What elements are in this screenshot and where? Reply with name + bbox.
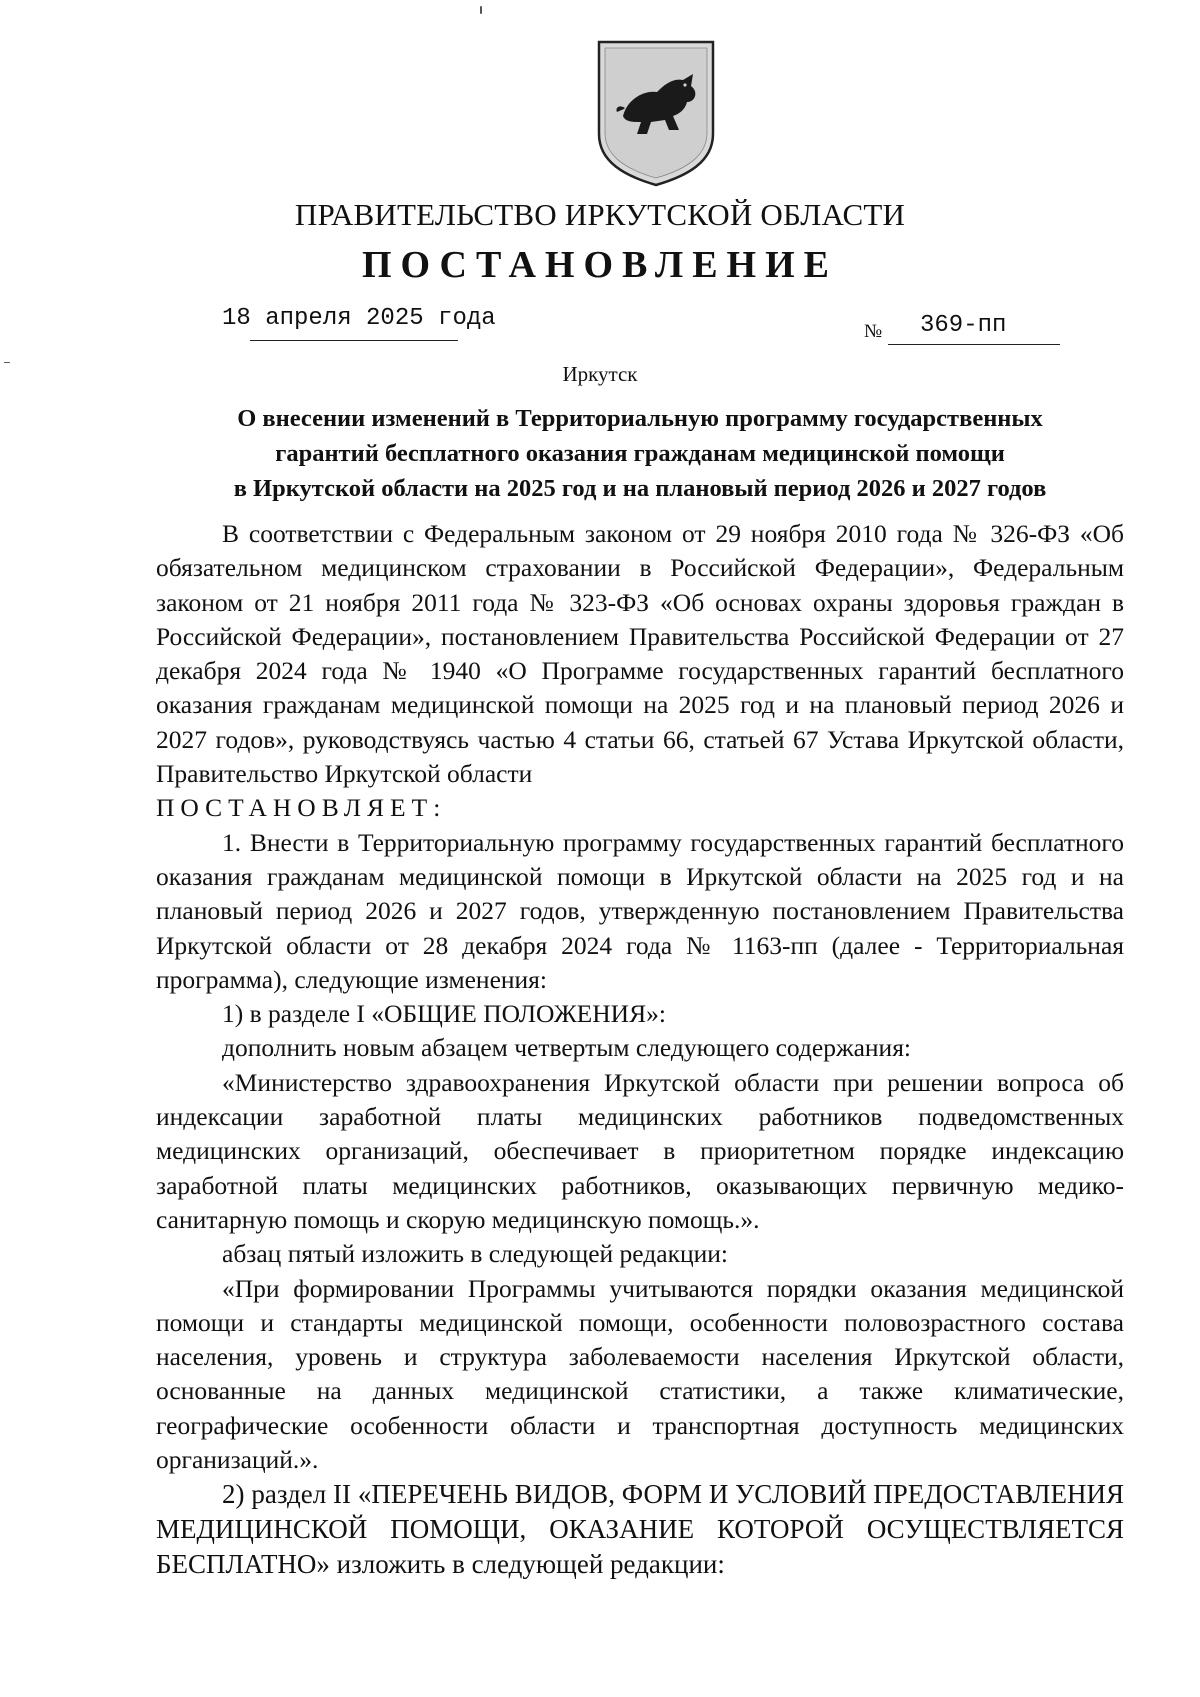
subitem-1-paragraph: 1) в разделе I «ОБЩИЕ ПОЛОЖЕНИЯ»:	[222, 999, 666, 1029]
subitem-1-addition-paragraph: дополнить новым абзацем четвертым следующего содержания:	[222, 1033, 912, 1063]
coat-of-arms-emblem	[595, 38, 717, 188]
subitem-1-quote-paragraph: «Министерство здравоохранения Иркутской области при решении вопроса об индексации заработной платы медицинских работников подведомственных медицинских организаций, обеспечивает в приоритетном порядке индексацию заработной платы медицинских работников, оказывающих первичную медико-санитарную помощь и скорую медицинскую помощь.».	[156, 1067, 1124, 1234]
decree-word: ПОСТАНОВЛЯЕТ:	[156, 793, 447, 823]
title-line-1: О внесении изменений в Территориальную программу государственных	[237, 405, 1043, 432]
number-sign: №	[864, 321, 883, 342]
preamble-paragraph: В соответствии с Федеральным законом от 29 ноября 2010 года № 326-ФЗ «Об обязательном медицинском страховании в Российской Федерации», Федеральным законом от 21 ноября 2011 года № 323-ФЗ «Об основах охраны здоровья граждан в Российской Федерации», постановлением Правительства Российской Федерации от 27 декабря 2024 года № 1940 «О Программе государственных гарантий бесплатного оказания гражданам медицинской помощи на 2025 год и на плановый период 2026 и 2027 годов», руководствуясь частью 4 статьи 66, статьей 67 Устава Иркутской области, Правительство Иркутской области	[156, 519, 1124, 789]
government-name: ПРАВИТЕЛЬСТВО ИРКУТСКОЙ ОБЛАСТИ	[294, 197, 906, 232]
subitem-1-revision-paragraph: абзац пятый изложить в следующей редакции:	[222, 1239, 728, 1269]
document-title	[150, 401, 1130, 506]
document-number: 369-пп	[920, 312, 1007, 339]
item-1-paragraph: 1. Внести в Территориальную программу государственных гарантий бесплатного оказания гражданам медицинской помощи в Иркутской области на 2025 год и на плановый период 2026 и 2027 годов, утвержденную постановлением Правительства Иркутской области от 28 декабря 2024 года № 1163-пп (далее - Территориальная программа), следующие изменения:	[156, 827, 1124, 994]
title-line-3: в Иркутской области на 2025 год и на плановый период 2026 и 2027 годов	[233, 475, 1047, 502]
city-name: Иркутск	[562, 362, 638, 386]
document-kind-heading: ПОСТАНОВЛЕНИЕ	[361, 244, 839, 286]
subitem-1-quote2-paragraph: «При формировании Программы учитываются порядки оказания медицинской помощи и стандарты медицинской помощи, особенности половозрастного состава населения, уровень и структура заболеваемости населения Иркутской области, основанные на данных медицинской статистики, а также климатические, географические особенности области и транспортная доступность медицинских организаций.».	[156, 1273, 1124, 1475]
document-body	[156, 517, 1124, 1582]
subitem-2-paragraph: 2) раздел II «ПЕРЕЧЕНЬ ВИДОВ, ФОРМ И УСЛОВИЙ ПРЕДОСТАВЛЕНИЯ МЕДИЦИНСКОЙ ПОМОЩИ, ОКАЗАНИЕ КОТОРОЙ ОСУЩЕСТВЛЯЕТСЯ БЕСПЛАТНО» изложить в следующей редакции:	[156, 1479, 1124, 1580]
document-date: 18 апреля 2025 года	[222, 305, 496, 332]
scan-speck	[480, 6, 482, 14]
number-underline	[888, 344, 1060, 345]
date-underline	[250, 340, 458, 341]
title-line-2: гарантий бесплатного оказания гражданам медицинской помощи	[275, 440, 1005, 467]
scan-speck	[4, 362, 10, 363]
